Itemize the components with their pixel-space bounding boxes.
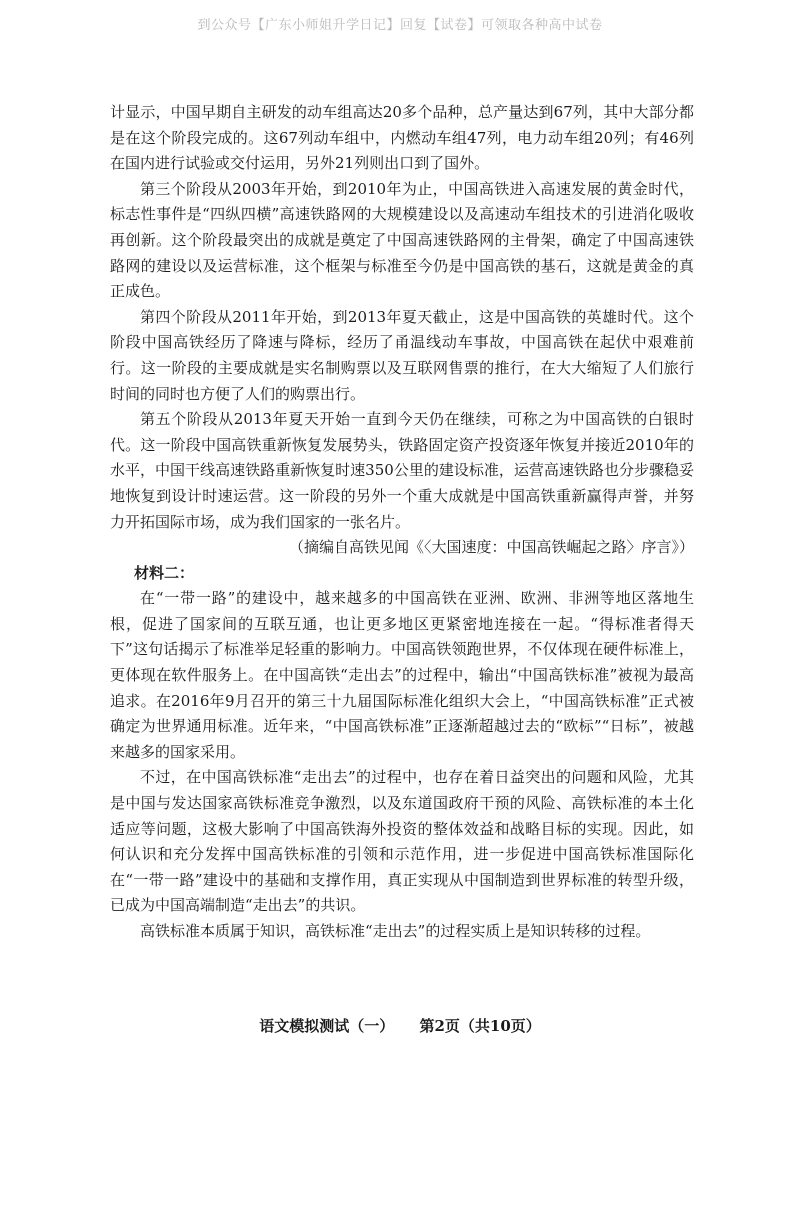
document-body <box>110 100 694 945</box>
paragraph-stage-five: 第五个阶段从2013年夏天开始一直到今天仍在继续，可称之为中国高铁的白银时代。这一阶段中国高铁重新恢复发展势头，铁路固定资产投资逐年恢复并接近2010年的水平，中国干线高速铁路重新恢复时速350公里的建设标准，运营高速铁路也分步骤稳妥地恢复到设计时速运营。这一阶段的另外一个重大成就是中国高铁重新赢得声誉，并努力开拓国际市场，成为我们国家的一张名片。 <box>110 410 694 531</box>
paragraph-stage-four: 第四个阶段从2011年开始，到2013年夏天截止，这是中国高铁的英雄时代。这个阶段中国高铁经历了降速与降标，经历了甬温线动车事故，中国高铁在起伏中艰难前行。这一阶段的主要成就是实名制购票以及互联网售票的推行，在大大缩短了人们旅行时间的同时也方便了人们的购票出行。 <box>110 307 694 403</box>
page-number: 第2页（共10页） <box>419 1017 541 1035</box>
page-footer <box>0 1015 800 1036</box>
paragraph-risks: 不过，在中国高铁标准“走出去”的过程中，也存在着日益突出的问题和风险，尤其是中国与发达国家高铁标准竞争激烈，以及东道国政府干预的风险、高铁标准的本土化适应等问题，这极大影响了中国高铁海外投资的整体效益和战略目标的实现。因此，如何认识和充分发挥中国高铁标准的引领和示范作用，进一步促进中国高铁标准国际化在“一带一路”建设中的基础和支撑作用，真正实现从中国制造到世界标准的转型升级，已成为中国高端制造“走出去”的共识。 <box>110 768 694 915</box>
watermark-text: 到公众号【广东小师姐升学日记】回复【试卷】可领取各种高中试卷 <box>197 18 603 33</box>
paragraph-stage-three: 第三个阶段从2003年开始，到2010年为止，中国高铁进入高速发展的黄金时代，标志性事件是“四纵四横”高速铁路网的大规模建设以及高速动车组技术的引进消化吸收再创新。这个阶段最突出的成就是奠定了中国高速铁路网的主骨架，确定了中国高速铁路网的建设以及运营标准，这个框架与标准至今仍是中国高铁的基石，这就是黄金的真正成色。 <box>110 179 694 301</box>
paragraph-knowledge: 高铁标准本质属于知识，高铁标准“走出去”的过程实质上是知识转移的过程。 <box>140 922 651 940</box>
paragraph-belt-road: 在“一带一路”的建设中，越来越多的中国高铁在亚洲、欧洲、非洲等地区落地生根，促进了国家间的互联互通，也让更多地区更紧密地连接在一起。“得标准者得天下”这句话揭示了标准举足轻重的影响力。中国高铁领跑世界，不仅体现在硬件标准上，更体现在软件服务上。在中国高铁“走出去”的过程中，输出“中国高铁标准”被视为最高追求。在2016年9月召开的第三十九届国际标准化组织大会上，“中国高铁标准”正式被确定为世界通用标准。近年来，“中国高铁标准”正逐渐超越过去的“欧标”“日标”，被越来越多的国家采用。 <box>110 589 694 761</box>
exam-title: 语文模拟测试（一） <box>259 1017 395 1035</box>
source-citation: （摘编自高铁见闻《〈大国速度：中国高铁崛起之路〉序言》） <box>288 538 694 557</box>
paragraph-continued: 计显示，中国早期自主研发的动车组高达20多个品种，总产量达到67列，其中大部分都是在这个阶段完成的。这67列动车组中，内燃动车组47列，电力动车组20列；有46列在国内进行试验或交付运用，另外21列则出口到了国外。 <box>110 103 694 173</box>
material-two-heading: 材料二： <box>134 563 195 582</box>
